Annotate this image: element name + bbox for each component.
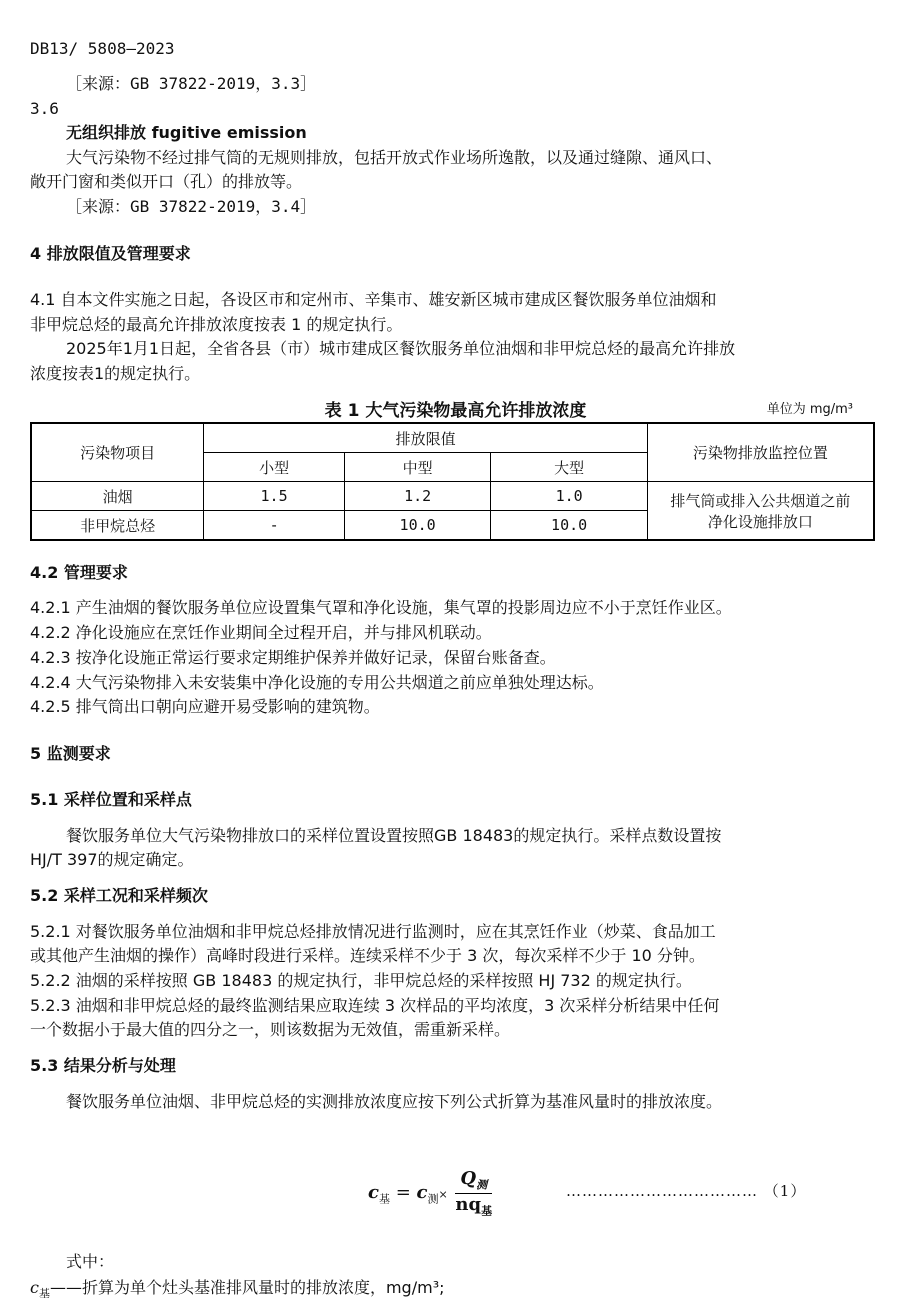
clause-5-2-3-line1: 5.2.3 油烟和非甲烷总烃的最终监测结果应取连续 3 次样品的平均浓度，3 次采样分析结果中任何 [30, 996, 720, 1015]
row-large: 10.0 [491, 511, 647, 541]
definition-3-6-line1: 大气污染物不经过排气筒的无规则排放，包括开放式作业场所逸散，以及通过缝隙、通风口、 [66, 148, 723, 167]
clause-5-2-1-line1: 5.2.1 对餐饮服务单位油烟和非甲烷总烃排放情况进行监测时，应在其烹饪作业（炒菜、食品加工 [30, 922, 716, 941]
table-unit: 单位为 mg/m³ [766, 402, 853, 417]
definition-3-6-line2: 敞开门窗和类似开口（孔）的排放等。 [30, 172, 303, 191]
clause-5-2-3-line2: 一个数据小于最大值的四分之一，则该数据为无效值，需重新采样。 [30, 1020, 511, 1039]
clause-5-3-heading: 5.3 结果分析与处理 [30, 1056, 176, 1075]
clause-4-2-5: 4.2.5 排气筒出口朝向应避开易受影响的建筑物。 [30, 697, 380, 716]
section-5-heading: 5 监测要求 [30, 744, 111, 763]
position-line1: 排气筒或排入公共烟道之前 [670, 491, 851, 510]
position-line2: 净化设施排放口 [707, 512, 813, 531]
clause-5-2-heading: 5.2 采样工况和采样频次 [30, 886, 208, 905]
row-small: - [204, 511, 345, 541]
section-4-heading: 4 排放限值及管理要求 [30, 244, 191, 263]
row-medium: 1.2 [344, 482, 491, 511]
formula-1: $c_基 = c_测\times$ $\frac{Q_测}{nq_基}$ [368, 1168, 493, 1218]
clause-4-1-line1: 4.1 自本文件实施之日起，各设区市和定州市、辛集市、雄安新区城市建成区餐饮服务单位油烟和 [30, 290, 717, 309]
formula-fraction: $\frac{Q_测}{nq_基}$ [455, 1168, 493, 1218]
clause-4-1-para2-line1: 2025年1月1日起，全省各县（市）城市建成区餐饮服务单位油烟和非甲烷总烃的最高允许排放 [66, 339, 736, 358]
clause-4-2-2: 4.2.2 净化设施应在烹饪作业期间全过程开启，并与排风机联动。 [30, 623, 492, 642]
table-title: 表 1 大气污染物最高允许排放浓度 [324, 401, 587, 421]
clause-5-1-line1: 餐饮服务单位大气污染物排放口的采样位置设置按照GB 18483的规定执行。采样点数设置按 [66, 826, 722, 845]
row-medium: 10.0 [344, 511, 491, 541]
clause-4-2-3: 4.2.3 按净化设施正常运行要求定期维护保养并做好记录，保留台账备查。 [30, 648, 556, 667]
header-position: 污染物排放监控位置 [647, 423, 874, 482]
header-limit: 排放限值 [204, 423, 648, 453]
clause-4-2-1: 4.2.1 产生油烟的餐饮服务单位应设置集气罩和净化设施，集气罩的投影周边应不小于烹饪作业区。 [30, 598, 732, 617]
clause-5-1-heading: 5.1 采样位置和采样点 [30, 790, 192, 809]
clause-3-6-number: 3.6 [30, 99, 59, 118]
clause-4-2-4: 4.2.4 大气污染物排入未安装集中净化设施的专用公共烟道之前应单独处理达标。 [30, 673, 604, 692]
clause-4-2-heading: 4.2 管理要求 [30, 563, 128, 582]
table-row [31, 482, 874, 511]
where-label: 式中： [66, 1252, 115, 1271]
monitor-position [647, 482, 874, 541]
emission-limit-table [30, 422, 875, 541]
clause-5-2-2: 5.2.2 油烟的采样按照 GB 18483 的规定执行，非甲烷总烃的采样按照 HJ 732 的规定执行。 [30, 971, 692, 990]
header-small: 小型 [204, 453, 345, 482]
term-3-6: 无组织排放 fugitive emission [66, 123, 307, 142]
clause-5-2-1-line2: 或其他产生油烟的操作）高峰时段进行采样。连续采样不少于 3 次，每次采样不少于 10 分钟。 [30, 946, 705, 965]
formula-number: ……………………………… （1） [566, 1182, 807, 1200]
clause-4-1-para2-line2: 浓度按表1的规定执行。 [30, 364, 201, 383]
header-item: 污染物项目 [31, 423, 204, 482]
row-item: 油烟 [31, 482, 204, 511]
row-large: 1.0 [491, 482, 647, 511]
row-item: 非甲烷总烃 [31, 511, 204, 541]
header-medium: 中型 [344, 453, 491, 482]
source-3-6: ［来源：GB 37822-2019，3.4］ [66, 197, 317, 216]
clause-5-3-line1: 餐饮服务单位油烟、非甲烷总烃的实测排放浓度应按下列公式折算为基准风量时的排放浓度。 [66, 1092, 723, 1111]
doc-code: DB13/ 5808—2023 [30, 39, 175, 58]
header-large: 大型 [491, 453, 647, 482]
clause-4-1-line2: 非甲烷总烃的最高允许排放浓度按表 1 的规定执行。 [30, 315, 403, 334]
clause-5-1-line2: HJ/T 397的规定确定。 [30, 850, 194, 869]
source-3-5: ［来源：GB 37822-2019，3.3］ [66, 74, 317, 93]
where-c-definition: $c_基——$折算为单个灶头基准排风量时的排放浓度，mg/m³; [30, 1278, 445, 1301]
row-small: 1.5 [204, 482, 345, 511]
